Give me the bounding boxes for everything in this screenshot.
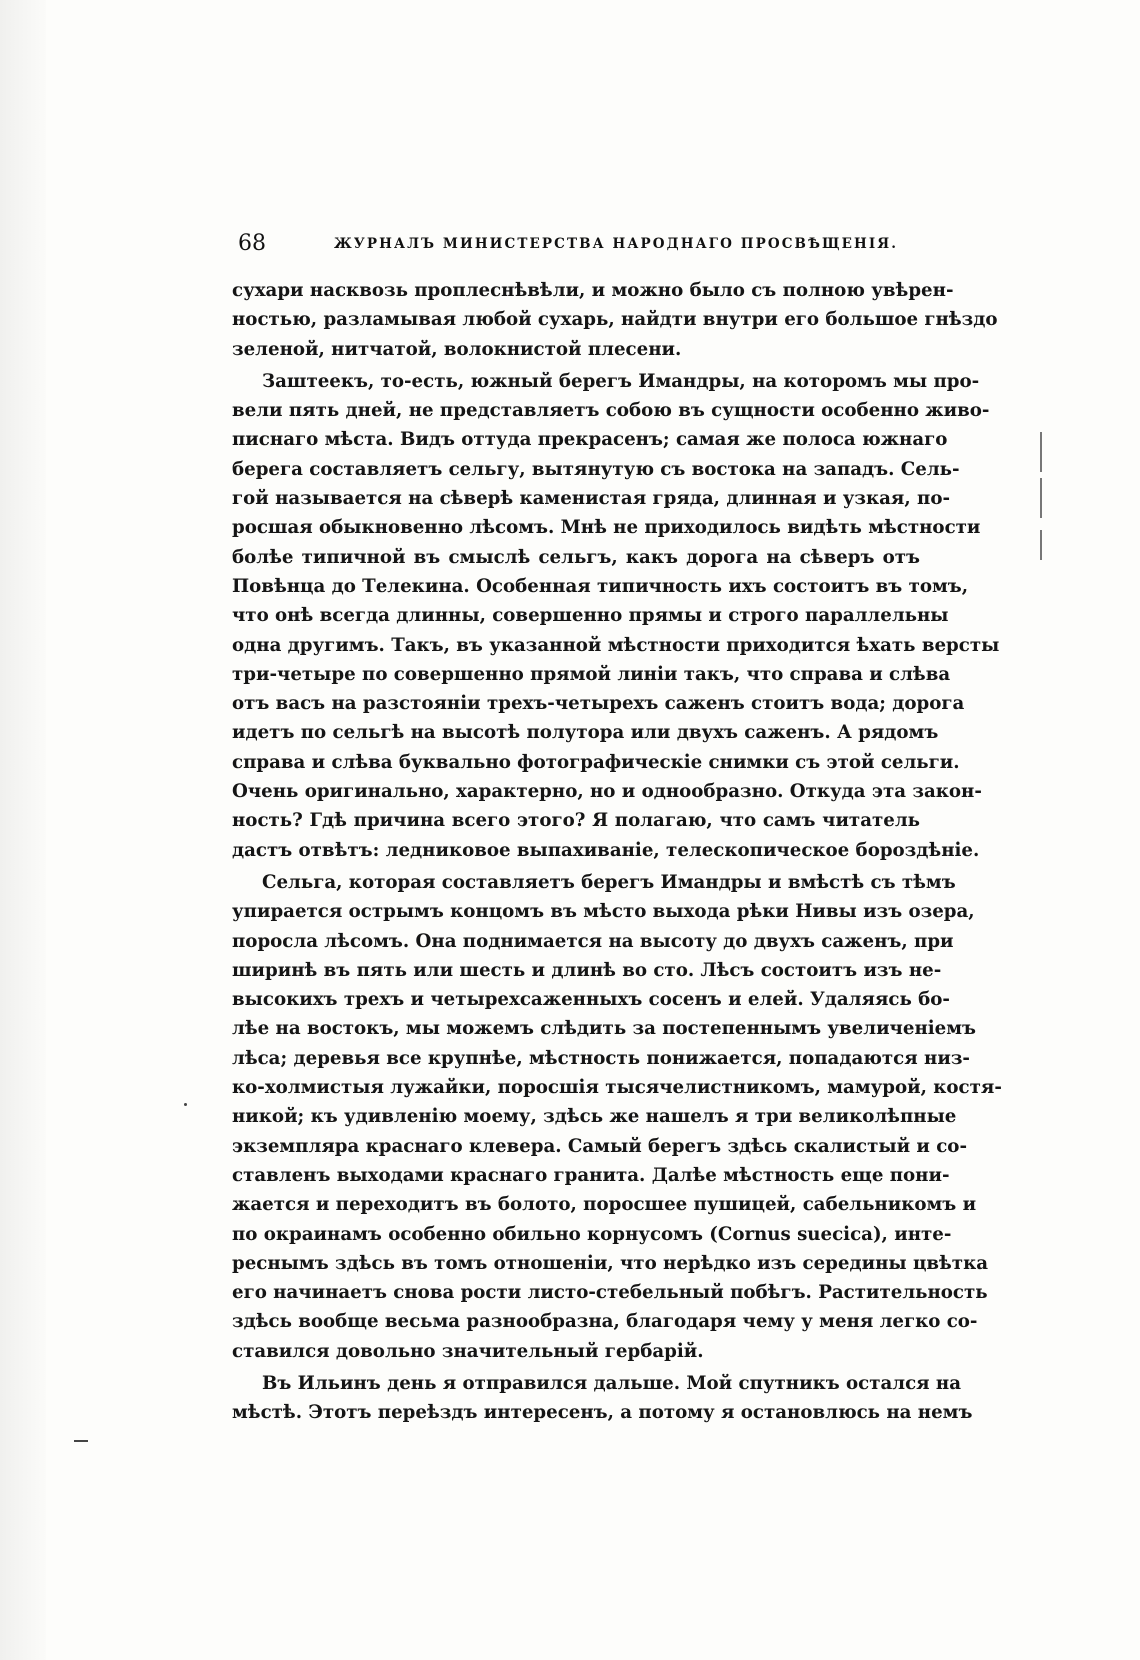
text-line: мѣстѣ. Этотъ переѣздъ интересенъ, а потому я остановлюсь на немъ [232,1402,973,1424]
text-line: здѣсь вообще весьма разнообразна, благодаря чему у меня легко со- [232,1311,978,1333]
margin-dash [74,1440,88,1442]
margin-mark [1040,478,1042,518]
text-line: болѣе типичной въ смыслѣ сельгъ, какъ дорога на сѣверъ отъ [232,546,920,568]
binding-edge-shadow [0,0,46,1660]
body-text [232,276,1002,1428]
running-title: ЖУРНАЛЪ МИНИСТЕРСТВА НАРОДНАГО ПРОСВѢЩЕНІЯ. [334,236,899,252]
text-line: ностью, разламывая любой сухарь, найдти внутри его большое гнѣздо [232,309,998,331]
text-line: одна другимъ. Такъ, въ указанной мѣстности приходится ѣхать версты [232,634,1000,656]
text-line: ко-холмистыя лужайки, поросшія тысячелистникомъ, мамурой, костя- [232,1077,1002,1099]
text-line: ставленъ выходами краснаго гранита. Далѣе мѣстность еще пони- [232,1164,950,1186]
text-line: вели пять дней, не представляетъ собою въ сущности особенно живо- [232,400,990,422]
text-line: росшая обыкновенно лѣсомъ. Мнѣ не приходилось видѣть мѣстности [232,517,981,539]
text-line: берега составляетъ сельгу, вытянутую съ востока на западъ. Сель- [232,458,960,480]
text-line: лѣса; деревья все крупнѣе, мѣстность понижается, попадаются низ- [232,1047,970,1069]
text-line: Очень оригинально, характерно, но и однообразно. Откуда эта закон- [232,781,982,803]
text-line: его начинаетъ снова рости листо-стебельный побѣгъ. Растительность [232,1282,988,1304]
text-line: по окраинамъ особенно обильно корнусомъ (Cornus suecica), инте- [232,1223,952,1245]
text-line: жается и переходитъ въ болото, поросшее пушицей, сабельникомъ и [232,1194,977,1216]
text-line: реснымъ здѣсь въ томъ отношеніи, что нерѣдко изъ середины цвѣтка [232,1252,988,1274]
text-line: высокихъ трехъ и четырехсаженныхъ сосенъ и елей. Удаляясь бо- [232,989,950,1011]
text-line: поросла лѣсомъ. Она поднимается на высоту до двухъ саженъ, при [232,930,954,952]
speck [184,1103,187,1106]
text-line: ставился довольно значительный гербарій. [232,1340,704,1362]
text-line: упирается острымъ концомъ въ мѣсто выхода рѣки Нивы изъ озера, [232,901,975,923]
page-header [238,231,918,261]
text-line: Заштеекъ, то-есть, южный берегъ Имандры, на которомъ мы про- [262,370,980,392]
text-line: отъ васъ на разстояніи трехъ-четырехъ саженъ стоитъ вода; дорога [232,693,965,715]
text-line: зеленой, нитчатой, волокнистой плесени. [232,338,682,360]
text-line: экземпляра краснаго клевера. Самый берегъ здѣсь скалистый и со- [232,1135,967,1157]
text-line: три-четыре по совершенно прямой линіи такъ, что справа и слѣва [232,663,951,685]
page-number: 68 [238,231,266,256]
text-line: писнаго мѣста. Видъ оттуда прекрасенъ; самая же полоса южнаго [232,429,948,451]
text-line: лѣе на востокъ, мы можемъ слѣдить за постепеннымъ увеличеніемъ [232,1018,976,1040]
text-line: справа и слѣва буквально фотографическіе снимки съ этой сельги. [232,751,960,773]
margin-mark [1040,432,1042,472]
text-line: сухари насквозь проплеснѣвѣли, и можно было съ полною увѣрен- [232,280,954,301]
text-line: дастъ отвѣтъ: ледниковое выпахиваніе, телескопическое бороздѣніе. [232,839,980,861]
text-line: гой называется на сѣверѣ каменистая гряда, длинная и узкая, по- [232,488,951,510]
text-line: никой; къ удивленію моему, здѣсь же нашелъ я три великолѣпные [232,1106,957,1128]
text-line: ность? Гдѣ причина всего этого? Я полагаю, что самъ читатель [232,810,920,832]
text-line: что онѣ всегда длинны, совершенно прямы и строго параллельны [232,605,949,627]
text-line: идетъ по сельгѣ на высотѣ полутора или двухъ саженъ. А рядомъ [232,722,939,744]
text-line: Сельга, которая составляетъ берегъ Имандры и вмѣстѣ съ тѣмъ [262,871,956,893]
text-line: Повѣнца до Телекина. Особенная типичность ихъ состоитъ въ томъ, [232,575,969,597]
text-line: ширинѣ въ пять или шесть и длинѣ во сто. Лѣсъ состоитъ изъ не- [232,959,942,981]
margin-mark [1040,530,1042,560]
text-line: Въ Ильинъ день я отправился дальше. Мой спутникъ остался на [262,1372,962,1394]
